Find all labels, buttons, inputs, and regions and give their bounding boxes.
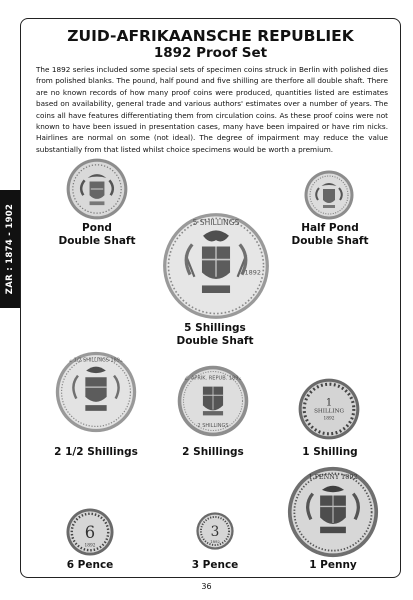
half-pond-caption-type: Double Shaft — [291, 235, 369, 247]
one-penny-coin-image — [287, 466, 379, 558]
five-shillings-date: 1892 — [244, 268, 261, 277]
two-shillings-bottom-legend: 2 SHILLINGS — [197, 422, 229, 429]
six-pence-coin-image — [66, 508, 114, 556]
three-pence-date: 1892 — [210, 539, 220, 545]
two-shillings-caption-name: 2 Shillings — [182, 446, 244, 458]
one-penny-caption — [293, 559, 373, 572]
section-tab-label: ZAR : 1874 - 1902 — [5, 203, 15, 295]
page-number: 36 — [201, 582, 212, 591]
page-subtitle: 1892 Proof Set — [153, 45, 268, 61]
pond-caption-name: Pond — [82, 222, 112, 234]
half-pond-coin-image — [304, 170, 354, 220]
five-shillings-coin-image — [162, 212, 270, 320]
one-shilling-caption — [290, 446, 370, 459]
pond-coin-image — [66, 158, 128, 220]
one-penny-caption-name: 1 Penny — [309, 559, 357, 571]
three-pence-caption-name: 3 Pence — [191, 559, 239, 571]
half-pond-caption-name: Half Pond — [301, 222, 359, 234]
section-tab — [0, 190, 20, 308]
three-pence-coin-image — [196, 512, 234, 550]
one-shilling-date: 1892 — [323, 416, 335, 422]
two-shillings-caption — [163, 446, 263, 459]
six-pence-date: 1892 — [84, 543, 96, 549]
five-shillings-caption — [165, 322, 265, 348]
pond-caption — [48, 222, 146, 248]
two-shillings-coin-image — [177, 365, 249, 437]
six-pence-value: 6 — [84, 522, 96, 542]
three-pence-value: 3 — [210, 523, 220, 540]
two-half-shillings-caption-name: 2 1/2 Shillings — [54, 446, 138, 458]
one-shilling-value: 1 — [325, 397, 333, 409]
page-title: ZUID-AFRIKAANSCHE REPUBLIEK — [67, 27, 354, 45]
two-half-shillings-caption — [44, 446, 148, 459]
six-pence-caption-name: 6 Pence — [66, 559, 114, 571]
one-penny-legend: 1 PENNY 1892 — [308, 472, 358, 481]
three-pence-caption — [175, 559, 255, 572]
two-shillings-legend: Z. AFRIK. REPUB. 1892 — [184, 375, 242, 382]
one-shilling-caption-name: 1 Shilling — [302, 446, 358, 458]
intro-paragraph: The 1892 series included some special sets of specimen coins struck in Berlin with polished dies from polished blanks. The pound, half pound and five shilling are therfore all double shaft. There are no known records of how many proof coins were produced, quantities listed are estimates based on availability, general trade and various authors' estimates over a number of years. The coins all have features differentiating them from circulation coins. As these proof coins were not known to have been issued in presentation cases, many have been impaired or have rim nicks. Hairlines are normal on some (not ideal). The degree of impairment may reduce the value substantially from that listed whilst choice specimens would be worth a premium. — [36, 65, 388, 154]
two-half-shillings-legend: 2 1/2 SHILLINGS 1892 — [69, 357, 123, 364]
half-pond-caption — [281, 222, 379, 248]
one-shilling-word: SHILLING — [314, 408, 344, 415]
six-pence-caption — [50, 559, 130, 572]
five-shillings-caption-name: 5 Shillings — [184, 322, 246, 334]
five-shillings-legend: 5 SHILLINGS — [192, 217, 240, 227]
five-shillings-caption-type: Double Shaft — [176, 335, 254, 347]
two-half-shillings-coin-image — [55, 351, 137, 433]
pond-caption-type: Double Shaft — [58, 235, 136, 247]
one-shilling-coin-image — [298, 378, 360, 440]
